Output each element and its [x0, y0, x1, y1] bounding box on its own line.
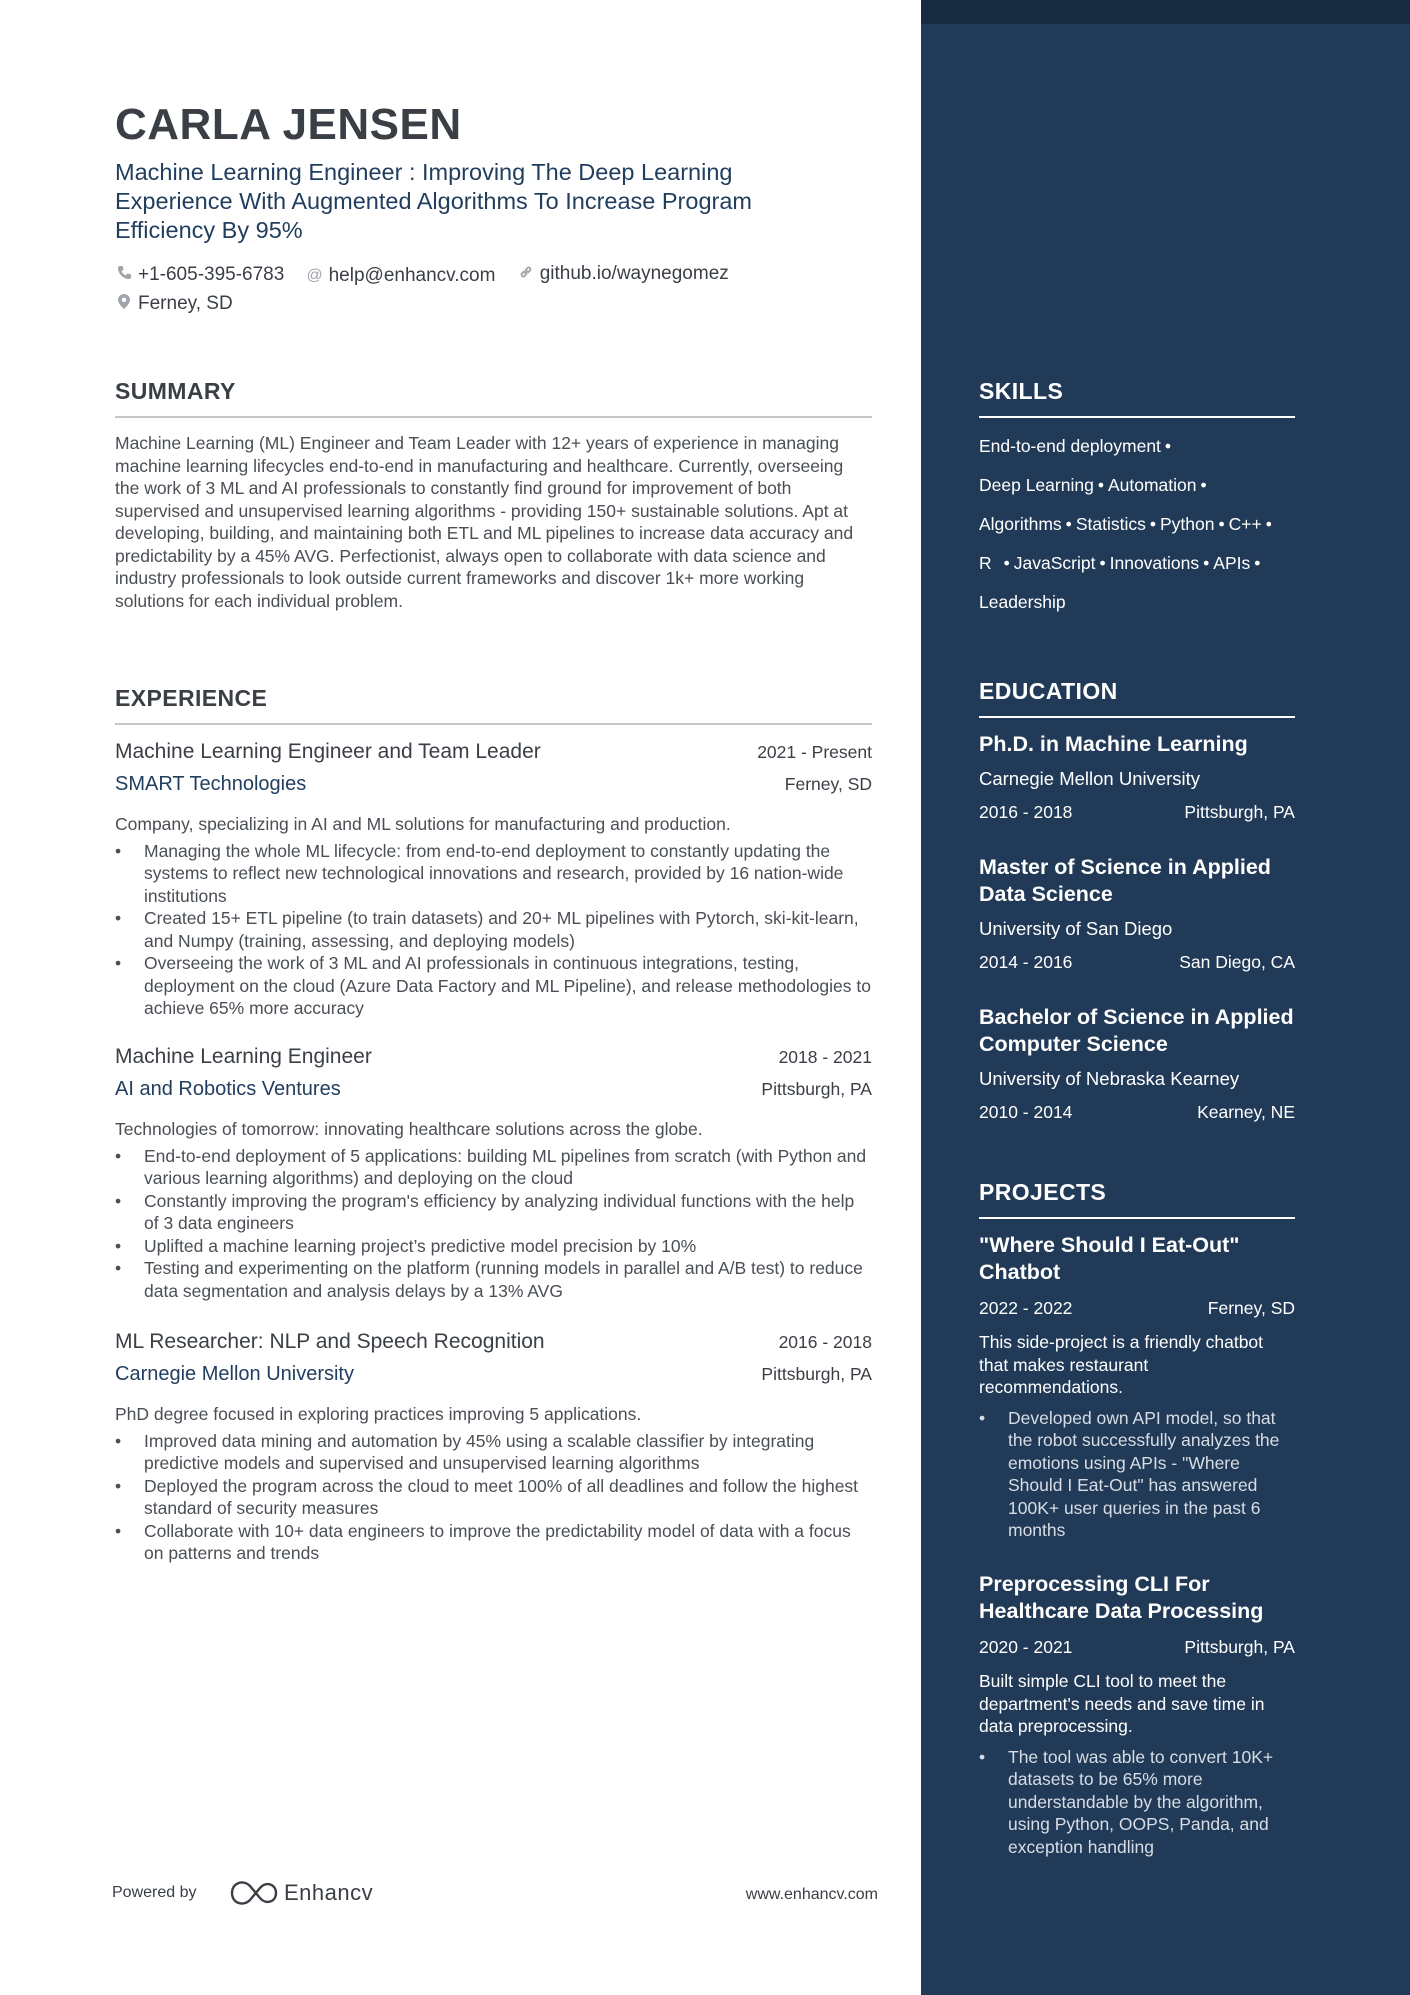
job-title: Machine Learning Engineer and Team Leader — [115, 740, 541, 763]
skill-item: Python • — [1159, 514, 1225, 534]
education-location: San Diego, CA — [1179, 952, 1295, 972]
candidate-headline: Machine Learning Engineer : Improving The Deep Learning Experience With Augmented Algorithms To Increase Program Efficiency By 95% — [115, 159, 752, 243]
skill-item: Algorithms • — [979, 514, 1072, 534]
experience-heading: EXPERIENCE — [115, 685, 268, 711]
phone-text: +1-605-395-6783 — [138, 263, 285, 285]
job-location: Pittsburgh, PA — [761, 1364, 872, 1384]
experience-item — [115, 1045, 872, 1302]
bullet-item: • Uplifted a machine learning project’s predictive model precision by 10% — [115, 1235, 872, 1258]
location-text: Ferney, SD — [138, 292, 233, 314]
bullet-item: • Overseeing the work of 3 ML and AI professionals in continuous integrations, testing, deployment on the cloud (Azure Data Factory and ML Pipeline), and release methodologies to achieve 65% more accuracy — [115, 952, 872, 1020]
bullet-item: • The tool was able to convert 10K+ datasets to be 65% more understandable by the algorithm, using Python, OOPS, Panda, and exception handling — [979, 1746, 1295, 1859]
phone-icon — [115, 265, 133, 285]
enhancv-logo-text: Enhancv — [284, 1880, 374, 1905]
location-pin-icon — [115, 293, 133, 315]
project-item — [979, 1571, 1295, 1858]
project-title: "Where Should I Eat-Out" Chatbot — [979, 1233, 1240, 1284]
powered-by-text: Powered by — [112, 1884, 197, 1901]
experience-item — [115, 1330, 872, 1565]
bullet-item: • Created 15+ ETL pipeline (to train datasets) and 20+ ML pipelines with Pytorch, ski-kit-learn, and Numpy (training, assessing, and deploying models) — [115, 907, 872, 952]
skill-item: End-to-end deployment • — [979, 436, 1172, 456]
skills-line — [979, 466, 1295, 505]
project-dates: 2022 - 2022 — [979, 1298, 1073, 1318]
education-school: Carnegie Mellon University — [979, 768, 1201, 789]
job-bullets — [115, 1145, 872, 1303]
education-degree: Master of Science in Applied Data Science — [979, 855, 1271, 906]
experience-divider — [115, 723, 872, 725]
skills-divider — [979, 416, 1295, 418]
at-icon: @ — [306, 266, 323, 284]
skill-item: Leadership — [979, 592, 1066, 612]
project-bullets — [979, 1746, 1295, 1859]
project-title: Preprocessing CLI For Healthcare Data Processing — [979, 1572, 1264, 1623]
job-description: PhD degree focused in exploring practices improving 5 applications. — [115, 1404, 642, 1424]
skill-item: JavaScript • — [1013, 553, 1106, 573]
job-company: AI and Robotics Ventures — [115, 1078, 341, 1100]
bullet-item: • Managing the whole ML lifecycle: from end-to-end deployment to constantly updating the systems to reflect new technological innovations and research, provided by 16 nation-wide institutions — [115, 840, 872, 908]
bullet-item: • Deployed the program across the cloud to meet 100% of all deadlines and follow the highest standard of security measures — [115, 1475, 872, 1520]
skills-line — [979, 544, 1295, 583]
skill-item: Statistics • — [1075, 514, 1156, 534]
summary-divider — [115, 416, 872, 418]
education-degree: Ph.D. in Machine Learning — [979, 732, 1248, 756]
skills-line — [979, 583, 1295, 622]
job-bullets — [115, 840, 872, 1020]
bullet-item: • Collaborate with 10+ data engineers to improve the predictability model of data with a focus on patterns and trends — [115, 1520, 872, 1565]
education-divider — [979, 716, 1295, 718]
education-location: Kearney, NE — [1197, 1102, 1295, 1122]
skill-item: C++ • — [1228, 514, 1272, 534]
bullet-item: • Developed own API model, so that the robot successfully analyzes the emotions using APIs - "Where Should I Eat-Out" has answered 100K+ user queries in the past 6 months — [979, 1407, 1295, 1542]
education-dates: 2014 - 2016 — [979, 952, 1073, 972]
link-icon — [517, 264, 535, 285]
summary-text: Machine Learning (ML) Engineer and Team Leader with 12+ years of experience in managing machine learning lifecycles end-to-end in manufacturing and healthcare. Currently, overseeing the work of 3 ML and AI professionals to constantly find ground for improvement of both supervised and unsupervised learning algorithms - providing 150+ sustainable solutions. Apt at developing, building, and maintaining both ETL and ML pipelines to increase data accuracy and predictability by a 45% AVG. Perfectionist, always open to collaborate with data science and industry professionals to look outside current frameworks and discover 1k+ more working solutions for each individual problem. — [115, 433, 854, 611]
job-dates: 2016 - 2018 — [778, 1332, 872, 1352]
job-description: Company, specializing in AI and ML solutions for manufacturing and production. — [115, 814, 731, 834]
contact-info — [115, 260, 872, 318]
projects-divider — [979, 1217, 1295, 1219]
bullet-item: • Constantly improving the program's efficiency by analyzing individual functions with the help of 3 data engineers — [115, 1190, 872, 1235]
website-text: github.io/waynegomez — [539, 263, 729, 284]
contact-location — [115, 290, 233, 318]
job-dates: 2021 - Present — [757, 742, 872, 762]
education-dates: 2016 - 2018 — [979, 802, 1073, 822]
education-school: University of San Diego — [979, 918, 1173, 939]
project-location: Pittsburgh, PA — [1184, 1637, 1295, 1657]
enhancv-logo[interactable] — [230, 1880, 373, 1906]
bullet-item: • Testing and experimenting on the platform (running models in parallel and A/B test) to reduce data segmentation and analysis delays by a 13% AVG — [115, 1257, 872, 1302]
project-bullets — [979, 1407, 1295, 1542]
job-company: SMART Technologies — [115, 773, 307, 795]
skill-item: Innovations • — [1109, 553, 1210, 573]
education-school: University of Nebraska Kearney — [979, 1068, 1240, 1089]
education-item — [979, 854, 1295, 973]
job-location: Pittsburgh, PA — [761, 1079, 872, 1099]
skills-heading: SKILLS — [979, 378, 1064, 404]
project-description: This side-project is a friendly chatbot that makes restaurant recommendations. — [979, 1332, 1264, 1397]
education-item — [979, 1004, 1295, 1123]
job-title: Machine Learning Engineer — [115, 1045, 372, 1068]
project-item — [979, 1232, 1295, 1542]
bullet-item: • Improved data mining and automation by 45% using a scalable classifier by integrating predictive models and supervised and unsupervised learning algorithms — [115, 1430, 872, 1475]
contact-phone[interactable] — [115, 261, 284, 289]
job-bullets — [115, 1430, 872, 1565]
skills-line — [979, 427, 1295, 466]
job-company: Carnegie Mellon University — [115, 1363, 354, 1385]
footer-website-link[interactable]: www.enhancv.com — [745, 1886, 878, 1903]
summary-heading: SUMMARY — [115, 378, 236, 404]
contact-email[interactable] — [306, 262, 496, 290]
projects-heading: PROJECTS — [979, 1179, 1107, 1205]
education-item — [979, 731, 1295, 823]
skills-line — [979, 505, 1295, 544]
job-location: Ferney, SD — [784, 774, 872, 794]
experience-item — [115, 740, 872, 1020]
project-location: Ferney, SD — [1207, 1298, 1295, 1318]
candidate-name: CARLA JENSEN — [115, 100, 462, 149]
skill-item: Deep Learning • — [979, 475, 1104, 495]
contact-website[interactable] — [517, 260, 729, 288]
job-title: ML Researcher: NLP and Speech Recognition — [115, 1330, 545, 1353]
education-dates: 2010 - 2014 — [979, 1102, 1073, 1122]
bullet-item: • End-to-end deployment of 5 applications: building ML pipelines from scratch (with Python and various learning algorithms) and deploying on the cloud — [115, 1145, 872, 1190]
job-description: Technologies of tomorrow: innovating healthcare solutions across the globe. — [115, 1119, 703, 1139]
project-dates: 2020 - 2021 — [979, 1637, 1073, 1657]
skill-item: APIs • — [1213, 553, 1261, 573]
skill-item: Automation • — [1107, 475, 1207, 495]
enhancv-logo-icon — [230, 1880, 278, 1906]
project-description: Built simple CLI tool to meet the department's needs and save time in data preprocessing. — [979, 1671, 1265, 1736]
education-heading: EDUCATION — [979, 678, 1118, 704]
education-degree: Bachelor of Science in Applied Computer Science — [979, 1005, 1294, 1056]
job-dates: 2018 - 2021 — [778, 1047, 872, 1067]
sidebar-top-band — [921, 0, 1410, 24]
education-location: Pittsburgh, PA — [1184, 802, 1295, 822]
skills-list — [979, 427, 1295, 622]
email-text: help@enhancv.com — [328, 264, 496, 286]
footer — [112, 1880, 878, 1910]
skill-item: R • — [979, 553, 1010, 573]
